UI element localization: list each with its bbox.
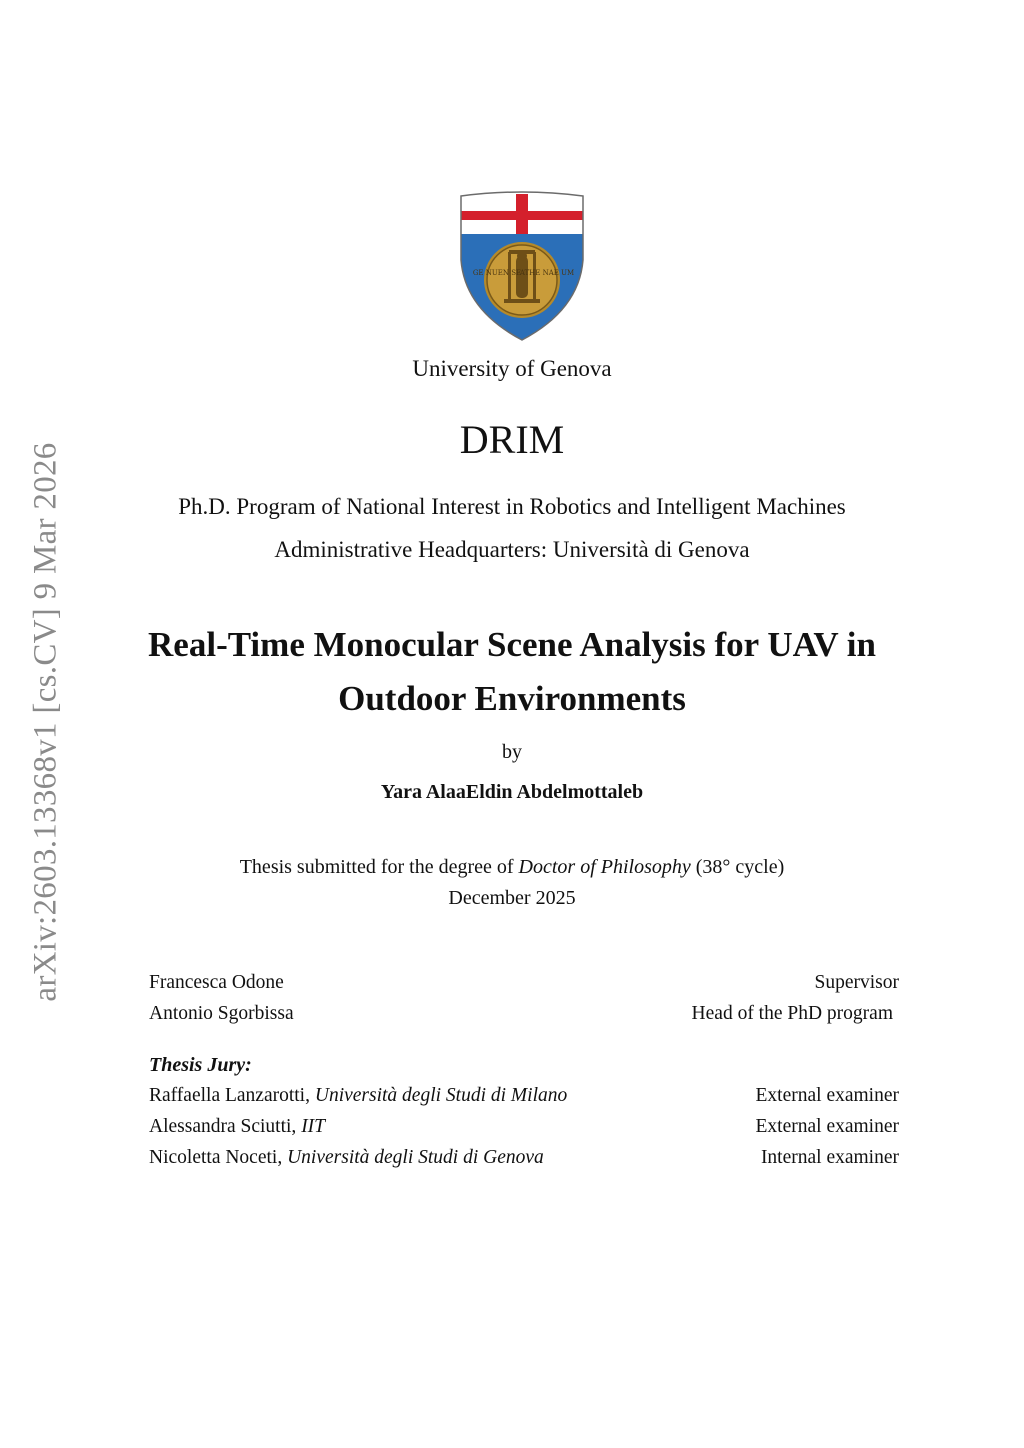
submission-prefix: Thesis submitted for the degree of: [239, 856, 514, 878]
jury-member-role: Internal examiner: [760, 1147, 899, 1168]
thesis-title-line-2: Outdoor Environments: [338, 679, 686, 718]
role-person: Francesca Odone: [149, 972, 284, 993]
medal-text-left: GE NUEN SE: [472, 269, 522, 277]
administrative-headquarters: Administrative Headquarters: Università di Genova: [274, 537, 750, 562]
jury-member-name: Nicoletta Noceti,: [149, 1147, 283, 1168]
jury-member-name: Alessandra Sciutti,: [149, 1116, 297, 1137]
jury-member-affiliation: IIT: [301, 1116, 326, 1137]
university-name: University of Genova: [412, 356, 612, 381]
author-name: Yara AlaaEldin Abdelmottaleb: [380, 781, 644, 803]
jury-member-affiliation: Università degli Studi di Genova: [287, 1147, 544, 1168]
by-label: by: [502, 741, 522, 763]
thesis-title-line-1: Real-Time Monocular Scene Analysis for UAV in: [148, 625, 876, 664]
arxiv-stamp: arXiv:2603.13368v1 [cs.CV] 9 Mar 2026: [27, 442, 64, 1002]
program-name: Ph.D. Program of National Interest in Robotics and Intelligent Machines: [178, 494, 846, 519]
role-title: Head of the PhD program: [691, 1003, 893, 1024]
jury-member-role: External examiner: [755, 1116, 899, 1137]
medal-text-right: ATHE NAE UM: [519, 269, 575, 277]
submission-statement: [0, 856, 1024, 879]
role-person: Antonio Sgorbissa: [149, 1003, 294, 1024]
jury-member: [149, 1116, 325, 1138]
cycle: (38° cycle): [695, 856, 785, 878]
program-acronym: DRIM: [459, 417, 565, 462]
jury-member: [149, 1085, 567, 1107]
thesis-title: [0, 618, 1024, 726]
jury-member-role: External examiner: [755, 1085, 899, 1106]
degree-name: Doctor of Philosophy: [518, 856, 691, 878]
role-title: Supervisor: [814, 972, 899, 993]
submission-date: December 2025: [448, 887, 576, 909]
jury-member-name: Raffaella Lanzarotti,: [149, 1085, 310, 1106]
university-crest-icon: [459, 190, 585, 342]
jury-member-affiliation: Università degli Studi di Milano: [314, 1085, 568, 1106]
jury-heading: Thesis Jury:: [149, 1054, 252, 1076]
jury-member: [149, 1147, 544, 1169]
